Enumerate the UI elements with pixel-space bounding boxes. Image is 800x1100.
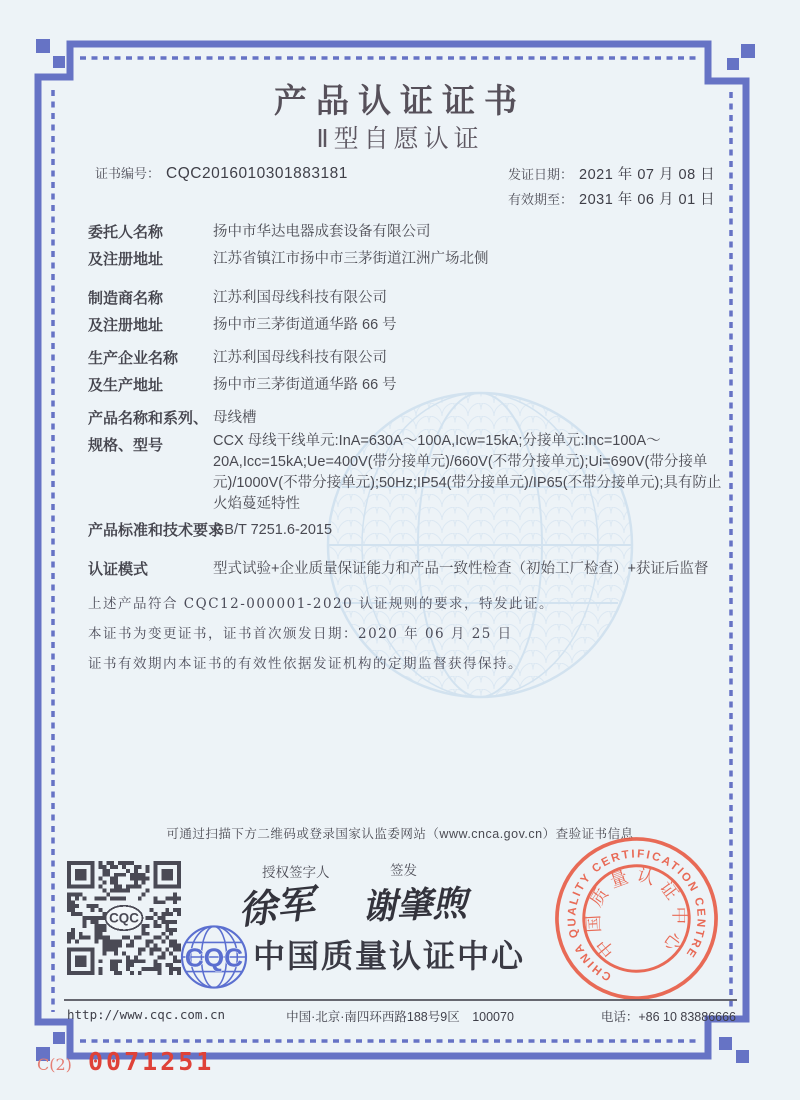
valid-until-row: [508, 188, 715, 209]
serial-number: 0071251: [88, 1047, 215, 1076]
cert-number-label: 证书编号：: [95, 167, 161, 182]
footer-website: http://www.cqc.com.cn: [67, 1007, 226, 1022]
field-value-product-spec: CCX 母线干线单元:InA=630A～100A,Icw=15kA;分接单元:Inc=100A～20A,Icc=15kA;Ue=400V(带分接单元)/660V(不带分接单元);Ui=690V(带分接单元)/1000V(不带分接单元);50Hz;IP54(带分接单元)/IP65(不带分接单元);具有防止火焰蔓延特性: [213, 433, 722, 512]
cqc-logo: [179, 924, 249, 995]
issuer-signature: 谢肇煦: [361, 883, 468, 928]
statement-validity: 证书有效期内本证书的有效性依据发证机构的定期监督获得保持。: [88, 656, 523, 672]
page-title: 产品认证证书: [274, 82, 526, 119]
serial-prefix: C(2): [37, 1055, 72, 1074]
field-value-product-name: 母线槽: [213, 410, 257, 426]
cqc-logo-text: CQC: [184, 942, 244, 973]
official-seal: [539, 821, 733, 1015]
statement-first-issue: 本证书为变更证书，证书首次颁发日期：2020 年 06 月 25 日: [88, 626, 513, 642]
field-label-applicant: 委托人名称 及注册地址: [88, 224, 164, 268]
seal-inner-text: 中国质量认证中心: [582, 864, 690, 962]
footer-address: 中国·北京·南四环西路188号9区 100070: [286, 1010, 514, 1024]
footer-phone: 电话：+86 10 83886666: [600, 1010, 736, 1024]
org-name: 中国质量认证中心: [253, 938, 526, 974]
field-label-manufacturer: 制造商名称 及注册地址: [88, 290, 164, 334]
issue-date-label: 发证日期：: [508, 168, 574, 183]
statement-compliance: 上述产品符合 CQC12-000001-2020 认证规则的要求，特发此证。: [88, 596, 555, 612]
page-subtitle: Ⅱ型自愿认证: [316, 125, 484, 153]
qr-code: [67, 861, 181, 975]
field-value-cert-mode: 型式试验+企业质量保证能力和产品一致性检查（初始工厂检查）+获证后监督: [213, 561, 709, 577]
seal-outer-text: CHINA QUALITY CERTIFICATION CENTRE: [566, 848, 707, 983]
field-label-cert-mode: 认证模式: [88, 561, 149, 578]
field-value-standard: GB/T 7251.6-2015: [213, 522, 333, 538]
qr-center-logo-text: CQC: [109, 910, 139, 926]
signatory-signature: 徐军: [236, 880, 317, 933]
field-value-factory: 江苏利国母线科技有限公司 扬中市三茅街道通华路 66 号: [213, 350, 397, 393]
cert-number-value: CQC2016010301883181: [166, 165, 348, 182]
valid-until-value: 2031 年 06 月 01 日: [579, 192, 716, 208]
field-value-manufacturer: 江苏利国母线科技有限公司 扬中市三茅街道通华路 66 号: [213, 290, 397, 333]
issuer-label: 签发: [390, 863, 417, 878]
verification-note: 可通过扫描下方二维码或登录国家认监委网站（www.cnca.gov.cn）查验证书信息: [166, 827, 634, 841]
cert-number-row: [95, 163, 348, 183]
signatory-label: 授权签字人: [262, 865, 330, 880]
issue-date-value: 2021 年 07 月 08 日: [579, 167, 716, 183]
issue-date-row: [508, 163, 715, 184]
field-value-applicant: 扬中市华达电器成套设备有限公司 江苏省镇江市扬中市三茅街道江洲广场北侧: [213, 224, 489, 267]
footer-divider: [64, 999, 737, 1001]
field-label-factory: 生产企业名称 及生产地址: [88, 350, 179, 394]
svg-text:中国质量认证中心: [581, 862, 692, 964]
valid-until-label: 有效期至：: [508, 193, 574, 208]
field-label-product: 产品名称和系列、 规格、型号: [88, 410, 209, 454]
field-label-standard: 产品标准和技术要求: [88, 522, 224, 539]
